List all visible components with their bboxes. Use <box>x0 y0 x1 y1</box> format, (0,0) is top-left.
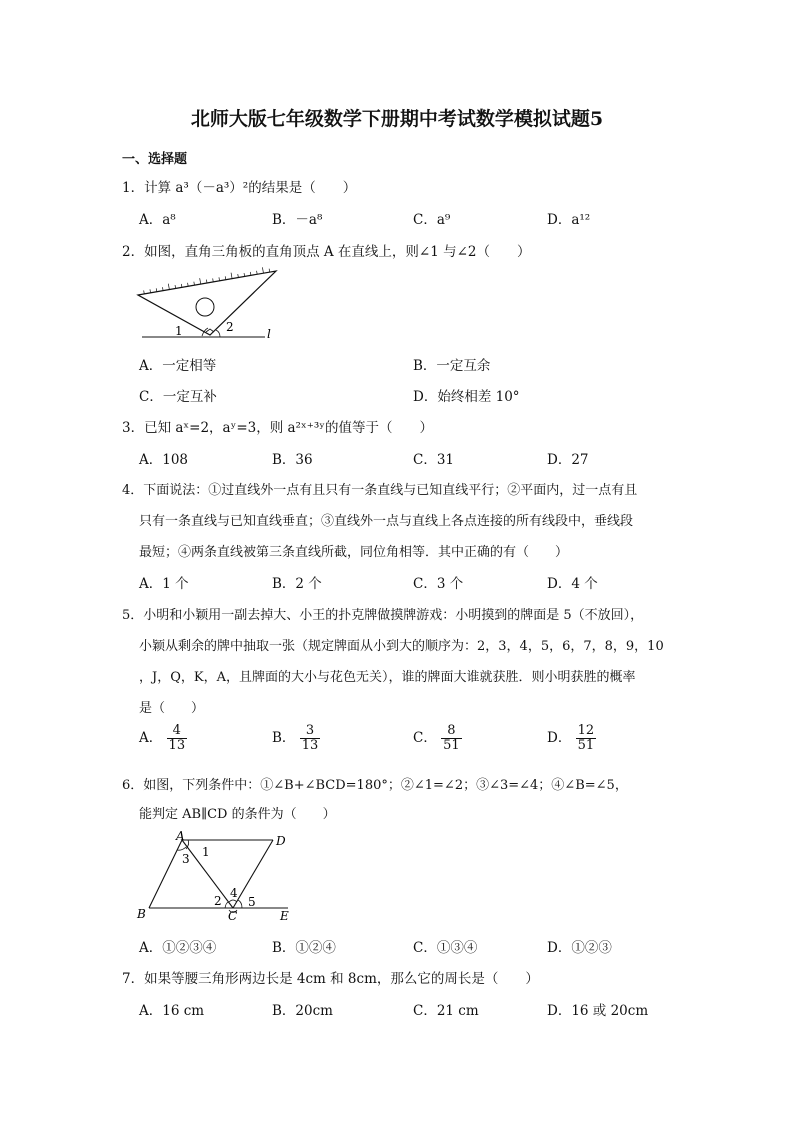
question-4-line-1: 4．下面说法：①过直线外一点有且只有一条直线与已知直线平行；②平面内，过一点有且 <box>122 483 638 498</box>
q7-option-c[interactable]: C．21 cm <box>413 1003 479 1019</box>
q2-option-a[interactable]: A．一定相等 <box>139 358 217 374</box>
q2-option-c[interactable]: C．一定互补 <box>139 389 217 405</box>
q6-option-a[interactable]: A．①②③④ <box>139 940 217 956</box>
q5-option-b[interactable] <box>272 724 320 753</box>
q5-option-a-letter: A． <box>139 730 163 746</box>
q5-option-b-letter: B． <box>272 730 296 746</box>
question-1-stem: 1．计算 a³（－a³）²的结果是（ ） <box>122 180 357 196</box>
section-heading: 一、选择题 <box>122 152 188 167</box>
triangle-ruler <box>138 271 276 335</box>
q5-option-b-fraction <box>300 724 321 753</box>
q3-option-d[interactable]: D．27 <box>547 452 589 468</box>
label-angle-4: 4 <box>230 886 238 900</box>
q2-figure-triangle-ruler <box>128 262 288 346</box>
q6-option-c[interactable]: C．①③④ <box>413 940 478 956</box>
angle-2-arc <box>225 902 229 908</box>
ruler-tick <box>168 284 169 290</box>
question-2-stem: 2．如图，直角三角板的直角顶点 A 在直线上，则∠1 与∠2（ ） <box>122 244 531 260</box>
q5-option-c[interactable] <box>413 724 462 753</box>
q5-option-d-letter: D． <box>547 730 572 746</box>
question-4-line-2: 只有一条直线与已知直线垂直；③直线外一点与直线上各点连接的所有线段中，垂线段 <box>139 514 634 529</box>
ruler-tick <box>200 278 201 284</box>
label-E: E <box>280 909 289 923</box>
page-title: 北师大版七年级数学下册期中考试数学模拟试题5 <box>190 108 604 130</box>
ruler-tick <box>231 273 232 279</box>
q4-option-a[interactable]: A．1 个 <box>139 576 189 592</box>
denominator: 51 <box>577 738 595 753</box>
label-angle-1: 1 <box>202 845 210 859</box>
question-6-line-2: 能判定 AB∥CD 的条件为（ ） <box>139 807 336 822</box>
question-5-line-3: ，J，Q，K，A，且牌面的大小与花色无关），谁的牌面大谁就获胜．则小明获胜的概率 <box>139 670 636 685</box>
q5-option-a[interactable] <box>139 724 187 753</box>
q5-option-c-letter: C． <box>413 730 437 746</box>
label-C: C <box>228 909 238 923</box>
q7-option-d[interactable]: D．16 或 20cm <box>547 1003 649 1019</box>
q3-option-a[interactable]: A．108 <box>139 452 189 468</box>
right-angle-mark <box>206 329 214 332</box>
angle-5-arc <box>238 900 242 908</box>
q6-option-d[interactable]: D．①②③ <box>547 940 612 956</box>
denominator: 13 <box>301 738 319 753</box>
q4-option-c[interactable]: C．3 个 <box>413 576 464 592</box>
q2-option-d[interactable]: D．始终相差 10° <box>413 389 520 405</box>
question-5-line-1: 5．小明和小颖用一副去掉大、小王的扑克牌做摸牌游戏：小明摸到的牌面是 5（不放回）， <box>122 608 644 623</box>
label-angle-2: 2 <box>226 320 234 334</box>
angle-4-arc <box>229 900 237 902</box>
label-angle-5: 5 <box>248 895 256 909</box>
numerator: 12 <box>577 723 595 738</box>
q6-option-b[interactable]: B．①②④ <box>272 940 336 956</box>
question-6-line-1: 6．如图，下列条件中：①∠B+∠BCD=180°；②∠1=∠2；③∠3=∠4；④∠B=∠5， <box>122 778 628 793</box>
q6-figure-parallelogram <box>130 826 300 926</box>
numerator: 8 <box>441 724 462 739</box>
label-angle-3: 3 <box>182 852 190 866</box>
q1-option-d[interactable]: D．a¹² <box>547 212 591 228</box>
angle-2-arc <box>216 330 220 337</box>
label-D: D <box>276 834 286 848</box>
q5-option-d-fraction <box>576 724 597 753</box>
q4-option-b[interactable]: B．2 个 <box>272 576 322 592</box>
question-5-line-4: 是（ ） <box>139 701 205 716</box>
question-4-line-3: 最短；④两条直线被第三条直线所截，同位角相等．其中正确的有（ ） <box>139 545 569 560</box>
q5-option-a-fraction <box>167 724 188 753</box>
q1-option-c[interactable]: C．a⁹ <box>413 212 451 228</box>
q3-option-c[interactable]: C．31 <box>413 452 455 468</box>
label-angle-2: 2 <box>214 894 222 908</box>
label-angle-1: 1 <box>175 324 183 338</box>
question-5-line-2: 小颖从剩余的牌中抽取一张（规定牌面从小到大的顺序为：2，3，4，5，6，7，8，9，10 <box>139 639 664 654</box>
q1-option-b[interactable]: B．－a⁸ <box>272 212 323 228</box>
q3-option-b[interactable]: B．36 <box>272 452 313 468</box>
ruler-hole <box>196 298 214 316</box>
numerator: 3 <box>300 724 321 739</box>
q2-option-b[interactable]: B．一定互余 <box>413 358 491 374</box>
denominator: 51 <box>443 738 460 753</box>
label-A: A <box>176 829 185 843</box>
label-B: B <box>137 907 146 921</box>
label-line-l: l <box>267 327 271 341</box>
denominator: 13 <box>168 738 186 753</box>
question-7-stem: 7．如果等腰三角形两边长是 4cm 和 8cm，那么它的周长是（ ） <box>122 971 539 987</box>
q7-option-a[interactable]: A．16 cm <box>139 1003 205 1019</box>
q4-option-d[interactable]: D．4 个 <box>547 576 598 592</box>
q1-option-a[interactable]: A．a⁸ <box>139 212 176 228</box>
q5-option-d[interactable] <box>547 724 596 753</box>
q5-option-c-fraction <box>441 724 462 753</box>
q7-option-b[interactable]: B．20cm <box>272 1003 333 1019</box>
question-3-stem: 3．已知 aˣ=2，aʸ=3，则 a²ˣ⁺³ʸ的值等于（ ） <box>122 420 433 436</box>
numerator: 4 <box>167 724 188 739</box>
ruler-tick <box>262 267 263 273</box>
